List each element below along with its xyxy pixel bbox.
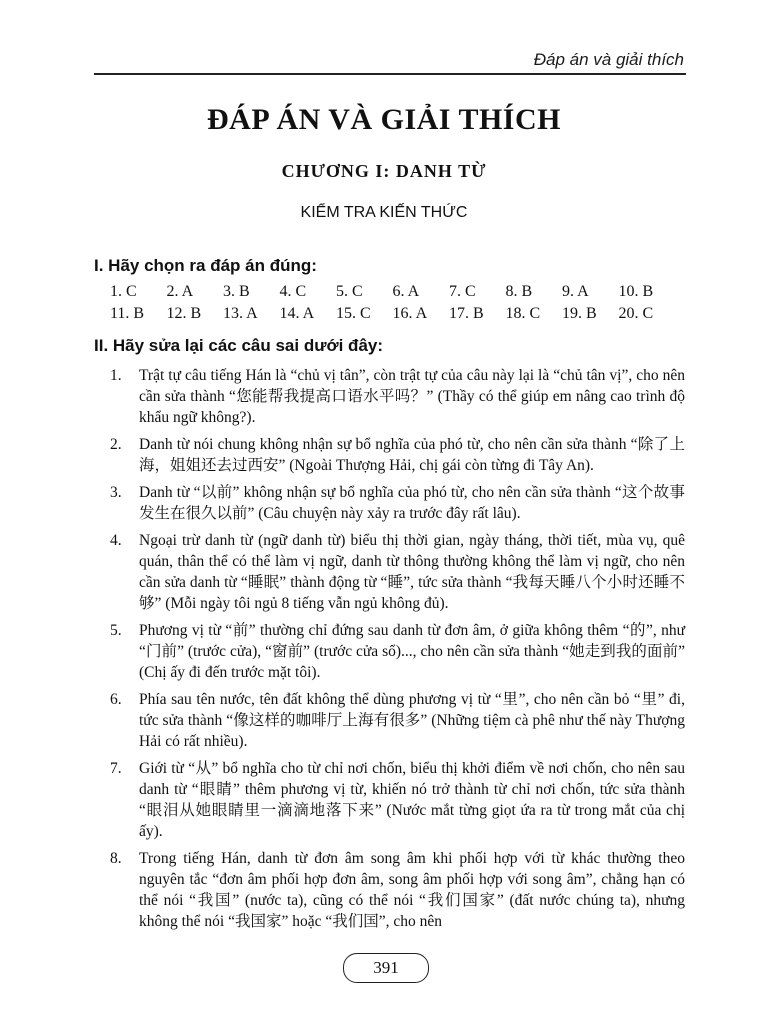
- explanation-list: [110, 365, 685, 938]
- item-number: 2.: [110, 436, 122, 453]
- running-title: Đáp án và giải thích: [533, 50, 684, 69]
- list-item: [110, 482, 685, 524]
- answer-item: 5. C: [336, 283, 363, 300]
- item-text: Phương vị từ “前” thường chỉ đứng sau danh từ đơn âm, ở giữa không thêm “的”, như “门前” (trước cửa), “窗前” (trước cửa sổ)..., cho nên cần sửa thành “她走到我的面前” (Chị ấy đi đến trước mặt tôi).: [139, 622, 685, 681]
- item-text: Giới từ “从” bổ nghĩa cho từ chỉ nơi chốn, biểu thị khởi điểm về nơi chốn, cho nên sau danh từ “眼睛” thêm phương vị từ, khiến nó trở thành từ chỉ nơi chốn, tức sửa thành “眼泪从她眼睛里一滴滴地落下来” (Nước mắt từng giọt ứa ra từ trong mắt của chị ấy).: [139, 760, 685, 840]
- answer-key-grid: [110, 283, 670, 323]
- answer-item: 1. C: [110, 283, 137, 300]
- page-title: ĐÁP ÁN VÀ GIẢI THÍCH: [207, 103, 561, 136]
- item-text: Trong tiếng Hán, danh từ đơn âm song âm khi phối hợp với từ khác thường theo nguyên tắc “đơn âm phối hợp đơn âm, song âm phối hợp với song âm”, chẳng hạn có thể nói “我国” (nước ta), cũng có thể nói “我们国家” (đất nước chúng ta), nhưng không thể nói “我国家” hoặc “我们国”, cho nên: [139, 850, 685, 930]
- item-text: Danh từ “以前” không nhận sự bổ nghĩa của phó từ, cho nên cần sửa thành “这个故事发生在很久以前” (Câu chuyện này xảy ra trước đây rất lâu).: [139, 484, 685, 522]
- list-item: [110, 620, 685, 683]
- answer-item: 14. A: [279, 305, 315, 322]
- section-2-heading: II. Hãy sửa lại các câu sai dưới đây:: [94, 336, 384, 355]
- answer-item: 7. C: [449, 283, 476, 300]
- answer-item: 17. B: [449, 305, 484, 322]
- item-text: Phía sau tên nước, tên đất không thể dùng phương vị từ “里”, cho nên cần bỏ “里” đi, tức sửa thành “像这样的咖啡厅上海有很多” (Những tiệm cà phê như thế này Thượng Hải có rất nhiều).: [139, 691, 685, 750]
- answer-item: 15. C: [336, 305, 371, 322]
- item-number: 5.: [110, 622, 122, 639]
- list-item: [110, 434, 685, 476]
- answer-item: 18. C: [505, 305, 541, 322]
- answer-item: 8. B: [505, 283, 533, 300]
- item-number: 6.: [110, 691, 122, 708]
- answer-item: 2. A: [166, 283, 194, 300]
- answer-item: 16. A: [392, 305, 428, 322]
- list-item: [110, 365, 685, 428]
- answer-item: 19. B: [562, 305, 597, 322]
- item-number: 3.: [110, 484, 122, 501]
- item-number: 7.: [110, 760, 122, 777]
- header-rule: [94, 73, 686, 75]
- list-item: [110, 848, 685, 932]
- chapter-title: CHƯƠNG I: DANH TỪ: [281, 161, 487, 181]
- answer-item: 4. C: [279, 283, 307, 300]
- subtitle: KIỂM TRA KIẾN THỨC: [300, 204, 468, 221]
- answer-item: 6. A: [392, 283, 420, 300]
- list-item: [110, 758, 685, 842]
- answer-item: 9. A: [562, 283, 589, 300]
- answer-item: 11. B: [110, 305, 145, 322]
- item-text: Danh từ nói chung không nhận sự bổ nghĩa của phó từ, cho nên cần sửa thành “除了上海，姐姐还去过西安” (Ngoài Thượng Hải, chị gái còn từng đi Tây An).: [139, 436, 685, 474]
- answer-item: 10. B: [618, 283, 654, 300]
- item-text: Ngoại trừ danh từ (ngữ danh từ) biểu thị thời gian, ngày tháng, thời tiết, mùa vụ, quê quán, thân thể có thể làm vị ngữ, danh từ thông thường không thể làm vị ngữ, cho nên cần sửa danh từ “睡眠” thành động từ “睡”, tức sửa thành “我每天睡八个小时还睡不够” (Mỗi ngày tôi ngủ 8 tiếng vẫn ngủ không đủ).: [139, 532, 685, 612]
- list-item: [110, 530, 685, 614]
- section-1-heading: I. Hãy chọn ra đáp án đúng:: [94, 256, 317, 275]
- answer-item: 3. B: [223, 283, 250, 300]
- list-item: [110, 689, 685, 752]
- answer-item: 20. C: [618, 305, 654, 322]
- item-number: 4.: [110, 532, 122, 549]
- item-text: Trật tự câu tiếng Hán là “chủ vị tân”, còn trật tự của câu này lại là “chủ tân vị”, cho nên cần sửa thành “您能帮我提高口语水平吗？” (Thầy có thể giúp em nâng cao trình độ khẩu ngữ không?).: [139, 367, 685, 426]
- item-number: 8.: [110, 850, 122, 867]
- page-number: 391: [343, 953, 429, 983]
- item-number: 1.: [110, 367, 122, 384]
- answer-item: 13. A: [223, 305, 258, 322]
- answer-item: 12. B: [166, 305, 202, 322]
